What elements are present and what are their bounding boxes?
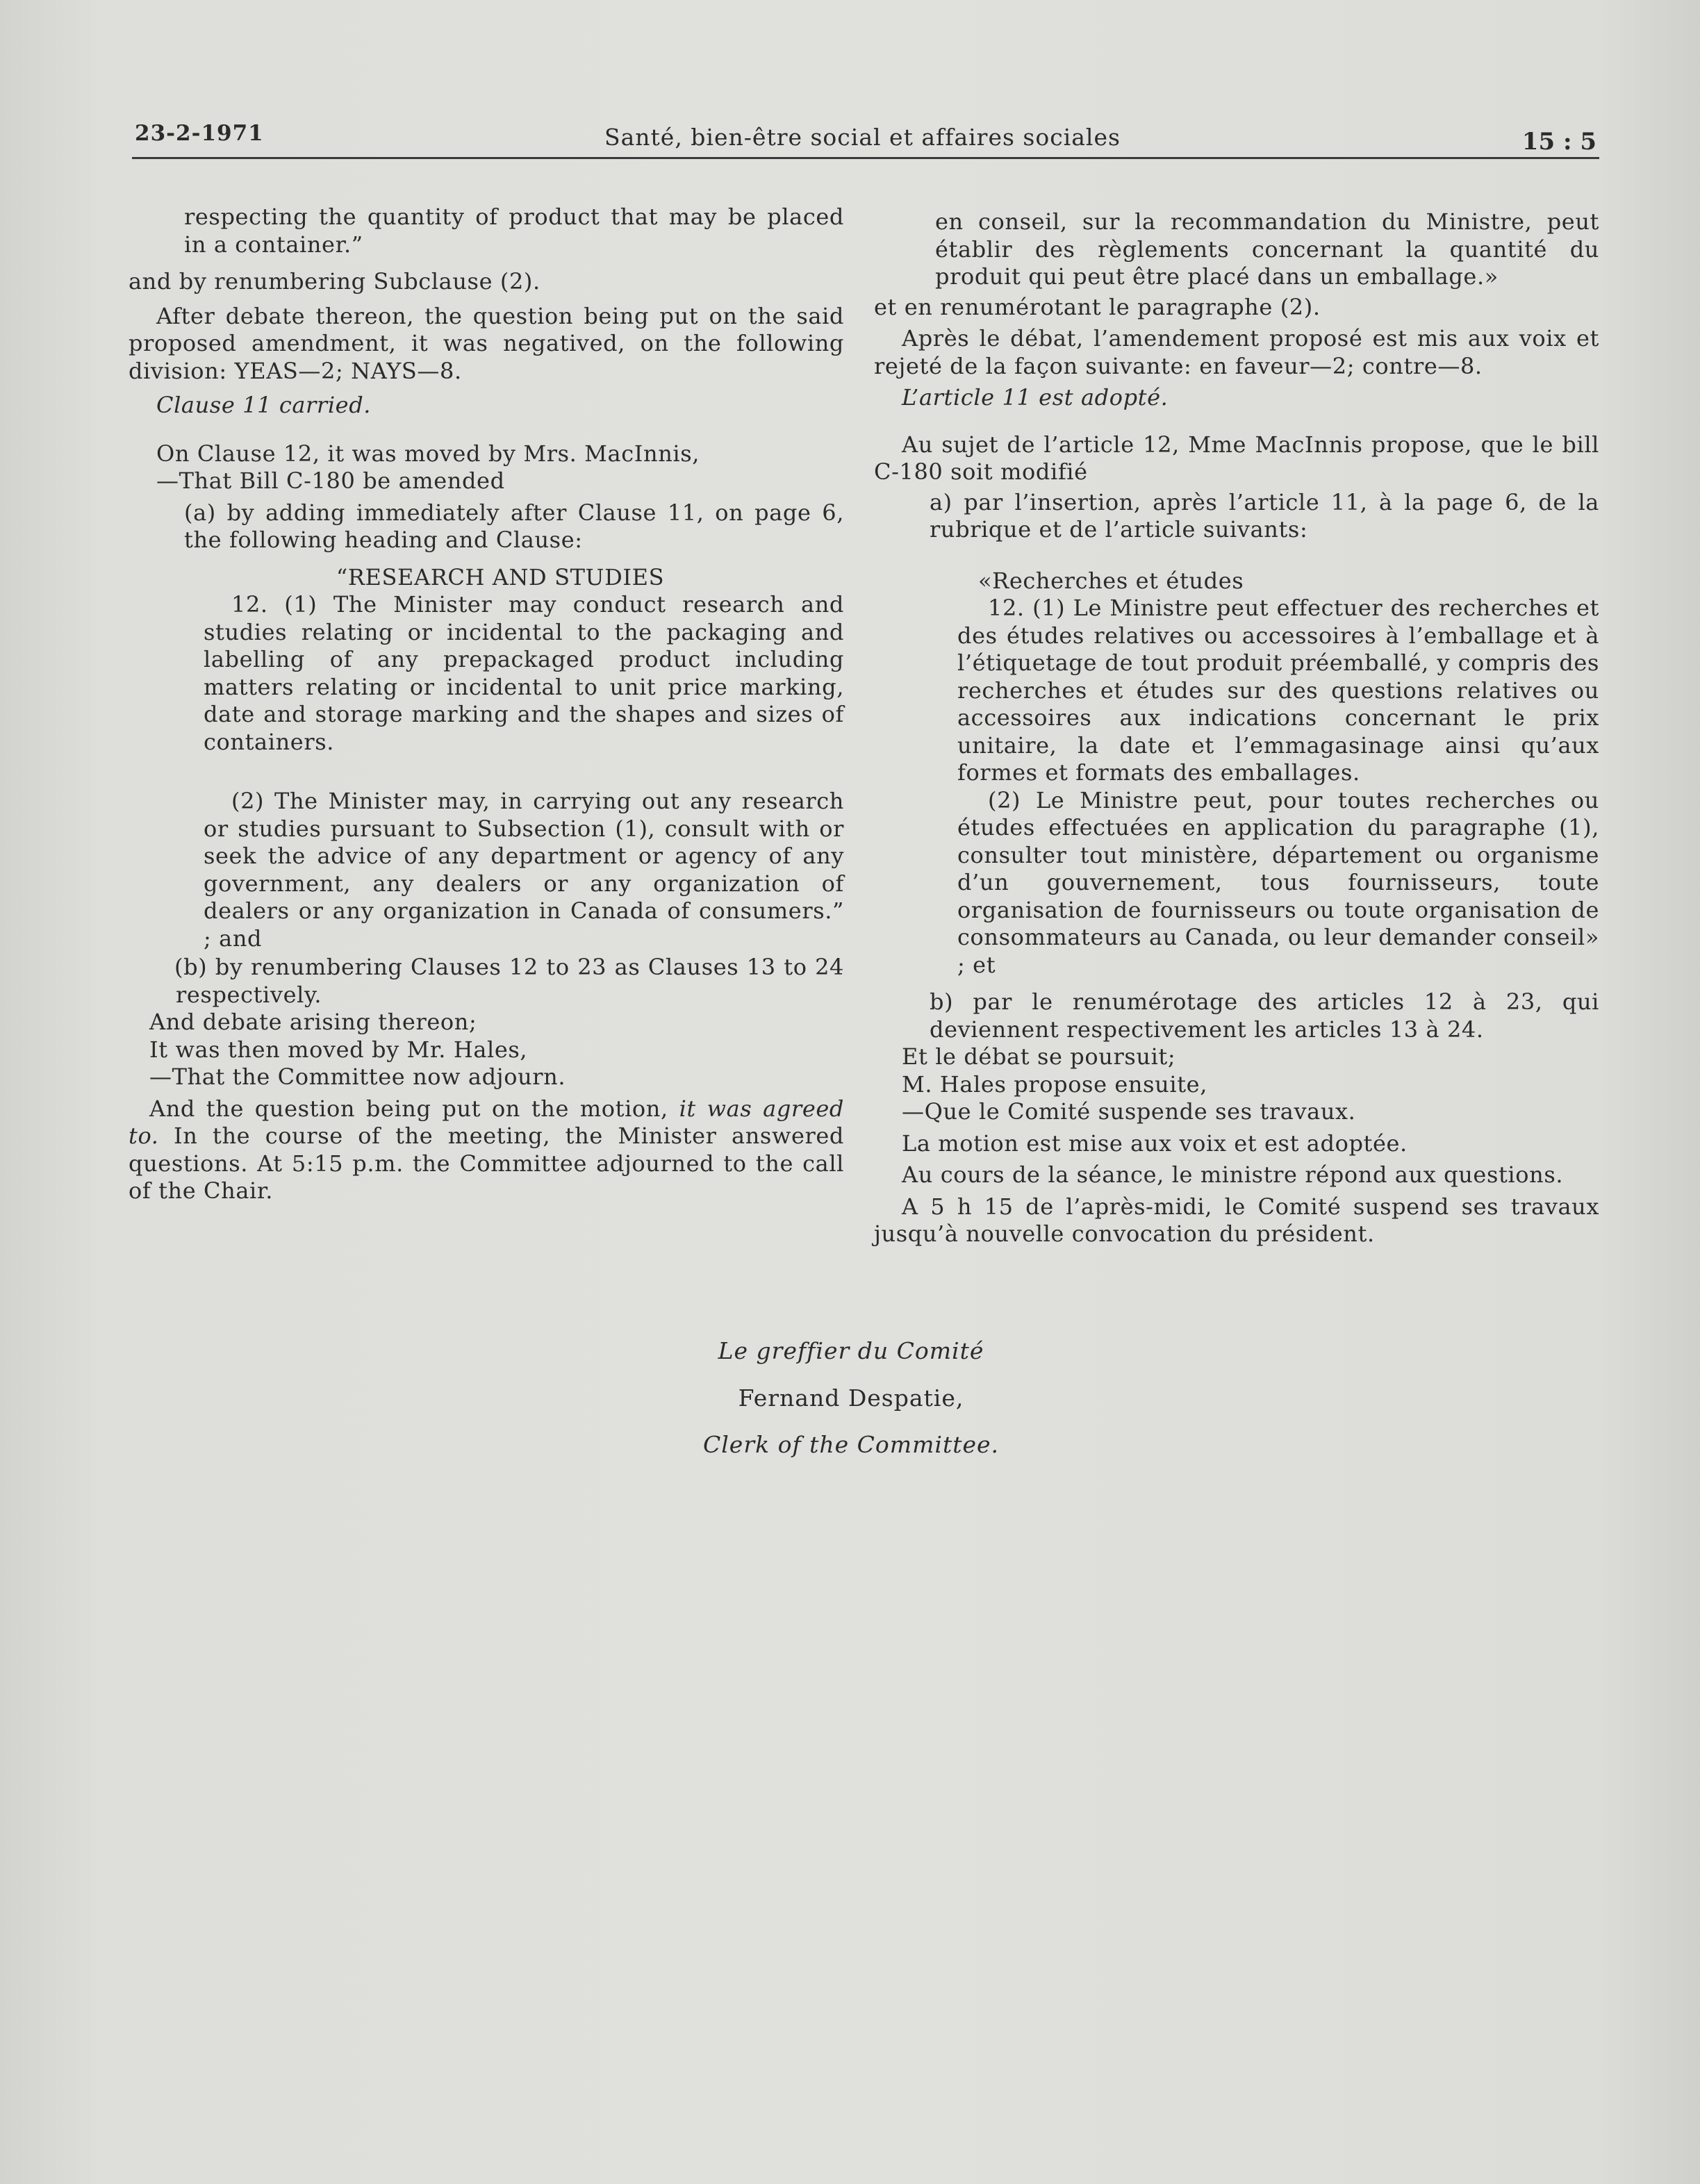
right-paragraph-15: Au cours de la séance, le ministre répond aux questions. [902, 1161, 1564, 1188]
right-paragraph-8: 12. (1) Le Ministre peut effectuer des recherches et des études relatives ou accessoires à l’emballage et à l’étiquetage de tout produit préemballé, y compris des recherches et études sur des questions relatives ou accessoires aux indications concernant le prix unitaire, la date et l’emmagasinage ainsi qu’aux formes et formats des emballages. [957, 595, 1599, 786]
left-paragraph-13: It was then moved by Mr. Hales, [149, 1036, 528, 1063]
left-paragraph-2: and by renumbering Subclause (2). [129, 268, 540, 295]
header-page-number: 15 : 5 [1521, 128, 1596, 156]
left-paragraph-15-italic: it was agreed to. [129, 1095, 844, 1149]
header-date: 23-2-1971 [135, 121, 264, 146]
left-paragraph-9: 12. (1) The Minister may conduct research and studies relating or incidental to the packaging and labelling of any prepackaged product including matters relating or incidental to unit price marking, date and storage marking and the shapes and sizes of containers. [204, 591, 844, 755]
right-paragraph-9: (2) Le Ministre peut, pour toutes recherches ou études effectuées en application du paragraphe (1), consulter tout ministère, département ou organisme d’un gouvernement, tous fournisseurs, toute organisation de fournisseurs ou toute organisation de consommateurs au Canada, ou leur demander conseil» ; et [957, 786, 1599, 978]
left-paragraph-1: respecting the quantity of product that may be placed in a container.” [184, 204, 844, 258]
left-paragraph-5: On Clause 12, it was moved by Mrs. MacInnis, [156, 440, 700, 467]
left-paragraph-10: (2) The Minister may, in carrying out any research or studies pursuant to Subsection (1), consult with or seek the advice of any department or agency of any government, any dealers or any organization of dealers or any organization in Canada of consumers.” ; and [204, 788, 844, 952]
right-paragraph-16: A 5 h 15 de l’après-midi, le Comité suspend ses travaux jusqu’à nouvelle convocation du président. [874, 1193, 1599, 1247]
french-column [874, 208, 1599, 1248]
right-paragraph-1: en conseil, sur la recommandation du Ministre, peut établir des règlements concernant la quantité du produit qui peut être placé dans un emballage.» [935, 208, 1599, 290]
left-paragraph-6: —That Bill C-180 be amended [156, 468, 505, 494]
signature-fr-title: Le greffier du Comité [718, 1337, 984, 1364]
right-paragraph-11: Et le débat se poursuit; [902, 1043, 1176, 1070]
right-paragraph-13: —Que le Comité suspende ses travaux. [902, 1098, 1356, 1125]
signature-en-title: Clerk of the Committee. [702, 1431, 1000, 1458]
right-paragraph-4: L’article 11 est adopté. [902, 384, 1169, 411]
signature-name: Fernand Despatie, [738, 1384, 964, 1412]
left-paragraph-15 [129, 1095, 844, 1205]
right-paragraph-2: et en renumérotant le paragraphe (2). [874, 293, 1321, 320]
header-title: Santé, bien-être social et affaires sociales [604, 124, 1121, 151]
left-paragraph-11: (b) by renumbering Clauses 12 to 23 as Clauses 13 to 24 respectively. [174, 954, 844, 1008]
right-paragraph-10: b) par le renumérotage des articles 12 à 23, qui deviennent respectivement les articles 13 à 24. [930, 988, 1599, 1043]
left-paragraph-14: —That the Committee now adjourn. [149, 1064, 566, 1090]
right-paragraph-12: M. Hales propose ensuite, [902, 1070, 1207, 1098]
left-paragraph-15-end: In the course of the meeting, the Minister answered questions. At 5:15 p.m. the Committee adjourned to the call of the Chair. [129, 1123, 844, 1204]
page-header [132, 118, 1599, 159]
left-paragraph-7: (a) by adding immediately after Clause 11, on page 6, the following heading and Clause: [184, 499, 844, 553]
right-paragraph-5: Au sujet de l’article 12, Mme MacInnis propose, que le bill C-180 soit modifié [874, 431, 1599, 485]
right-paragraph-14: La motion est mise aux voix et est adoptée. [902, 1130, 1408, 1157]
right-heading-recherches: «Recherches et études [978, 567, 1244, 594]
left-paragraph-4: Clause 11 carried. [156, 392, 372, 418]
left-paragraph-12: And debate arising thereon; [149, 1009, 477, 1035]
right-paragraph-6: a) par l’insertion, après l’article 11, à la page 6, de la rubrique et de l’article suivants: [930, 488, 1599, 543]
right-paragraph-3: Après le débat, l’amendement proposé est mis aux voix et rejeté de la façon suivante: en faveur—2; contre—8. [874, 325, 1599, 379]
left-heading-research: “RESEARCH AND STUDIES [336, 563, 665, 590]
left-paragraph-3: After debate thereon, the question being put on the said proposed amendment, it was negatived, on the following division: YEAS—2; NAYS—8. [129, 302, 844, 384]
english-column [129, 204, 844, 1205]
left-paragraph-15-start: And the question being put on the motion, [149, 1095, 679, 1122]
